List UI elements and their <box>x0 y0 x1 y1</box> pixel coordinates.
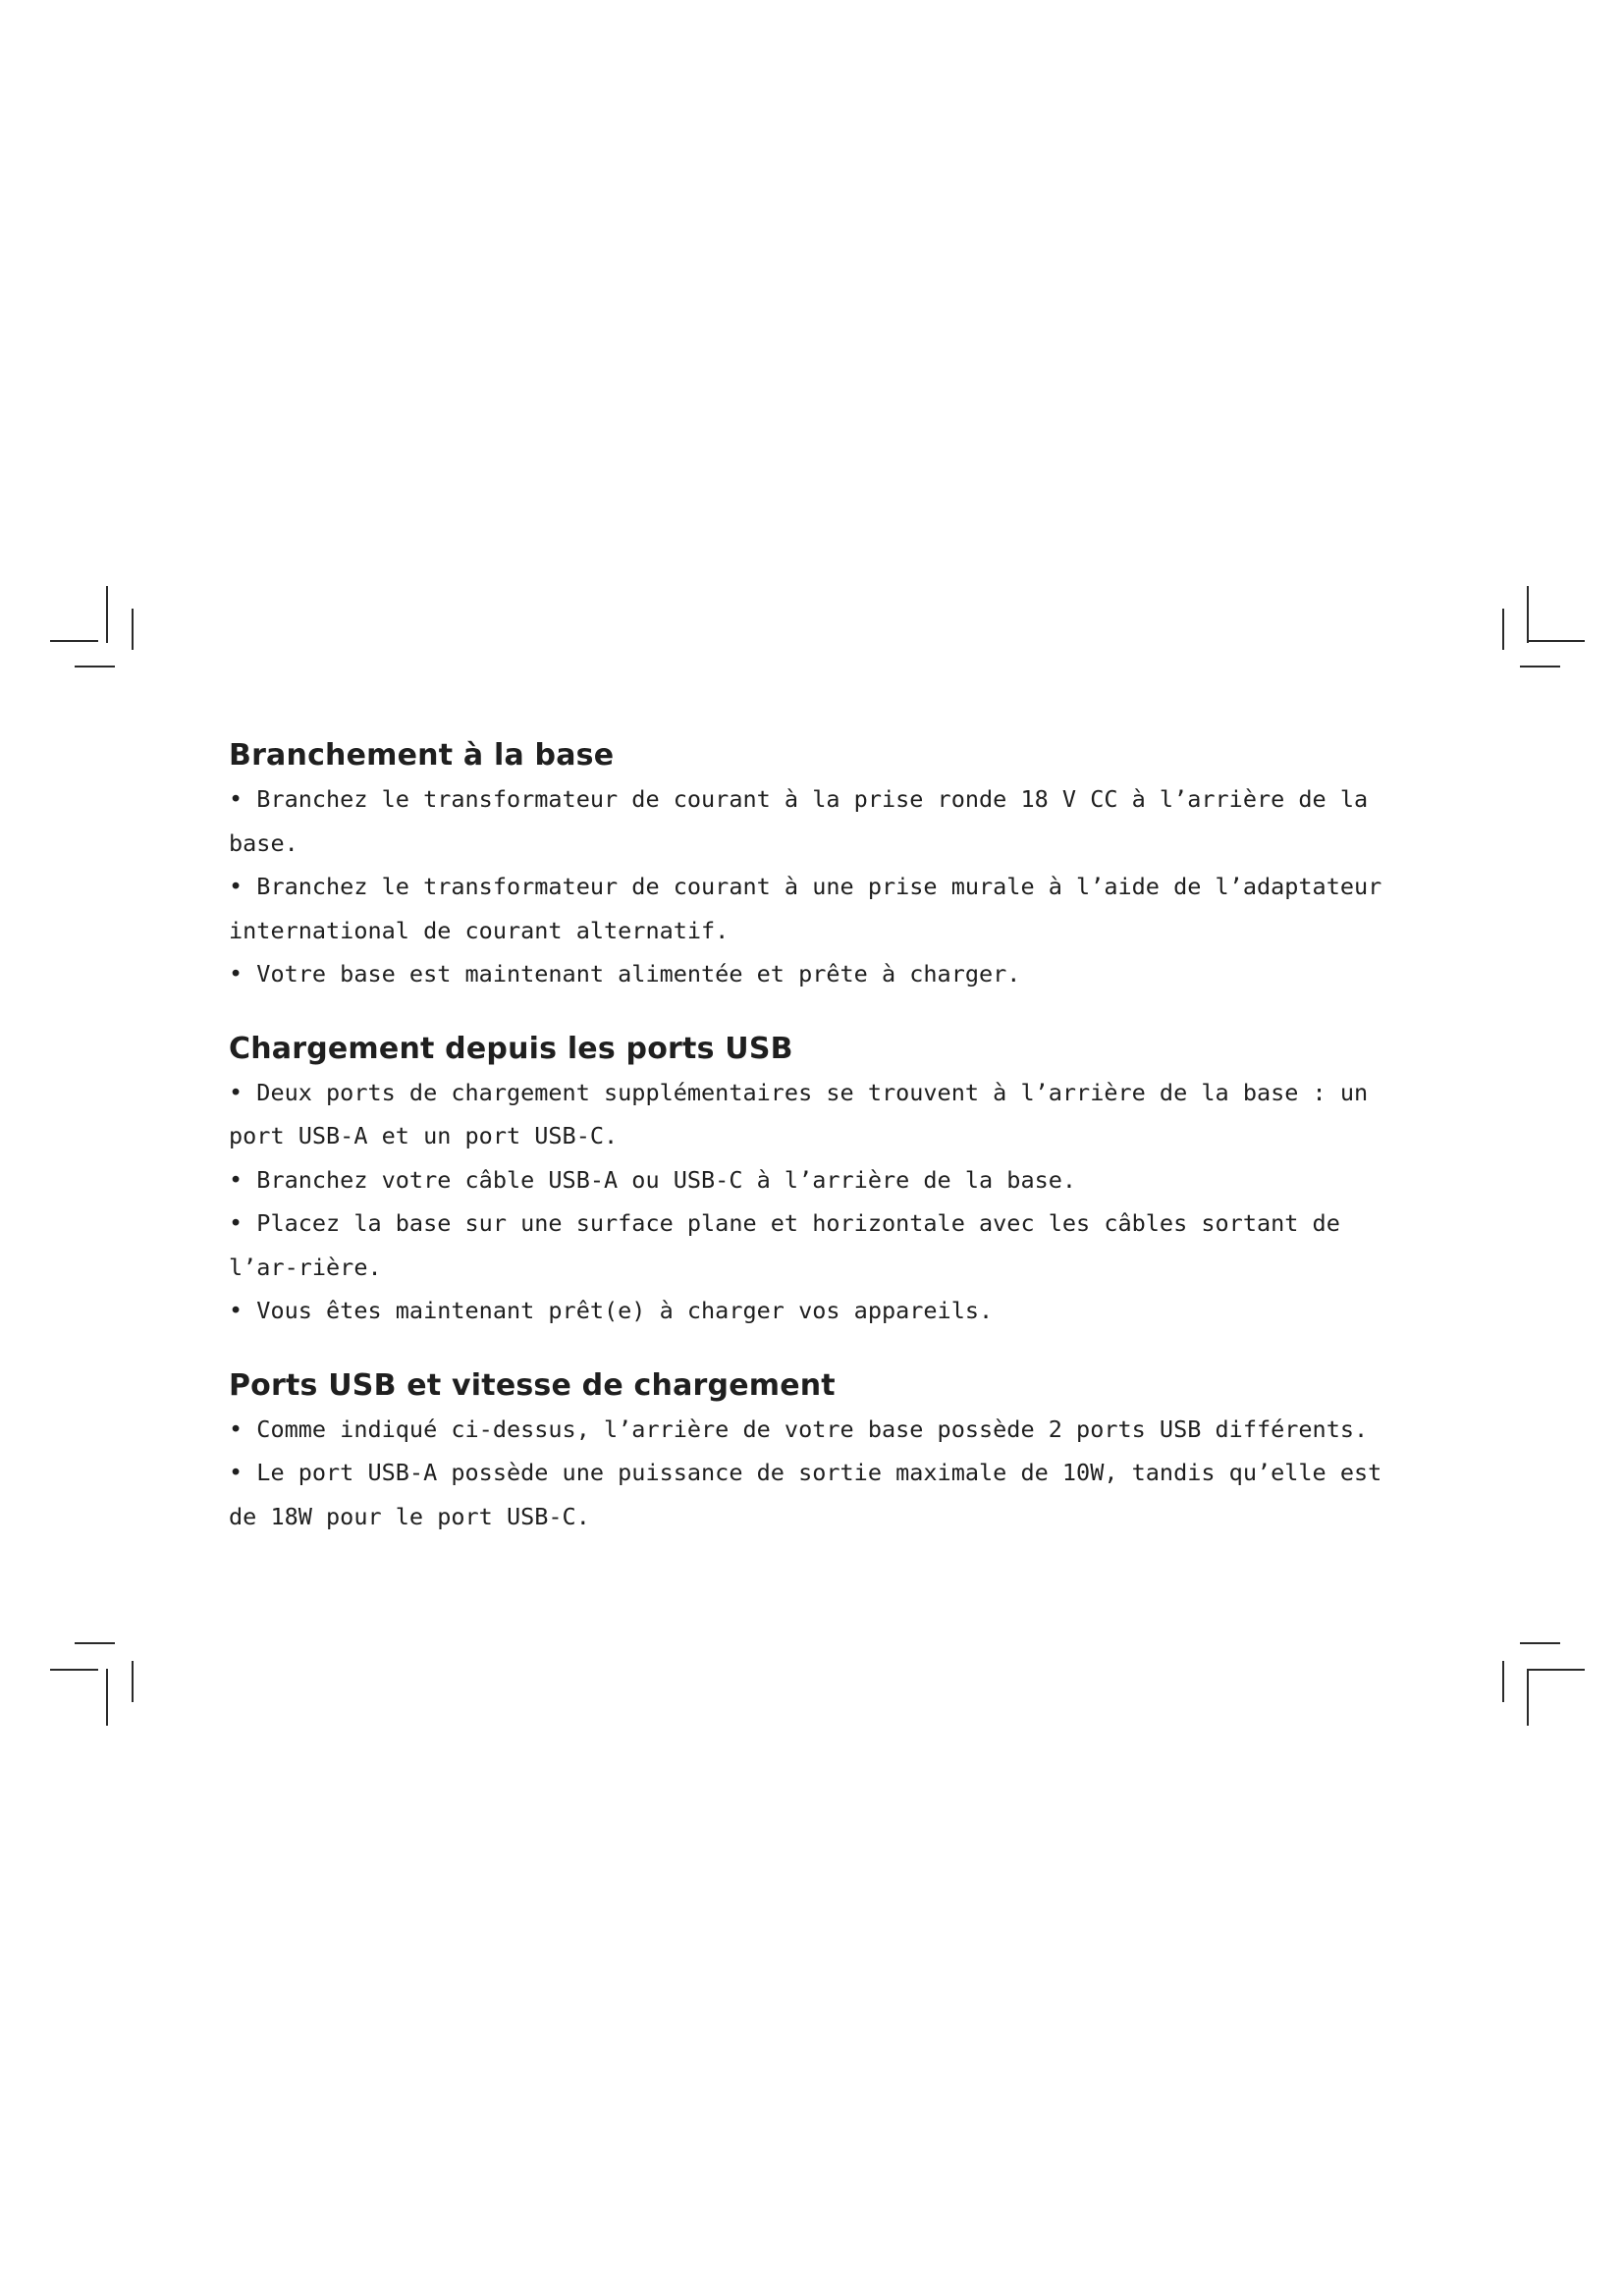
bullet-item: • Votre base est maintenant alimentée et prête à charger. <box>229 960 1021 988</box>
bullet-item: • Branchez le transformateur de courant à une prise murale à l’aide de l’adaptateur international de courant alternatif. <box>229 873 1382 944</box>
section-ports-vitesse <box>229 1366 1407 1539</box>
crop-mark-top-right-v1 <box>1527 586 1529 643</box>
crop-mark-top-left-v2 <box>132 609 134 650</box>
section-chargement-usb <box>229 1030 1407 1333</box>
section-branchement <box>229 736 1407 996</box>
section-title: Branchement à la base <box>229 738 615 773</box>
crop-mark-top-left-h2 <box>75 666 115 667</box>
section-title: Ports USB et vitesse de chargement <box>229 1367 836 1403</box>
crop-mark-bottom-right-h1 <box>1520 1642 1560 1644</box>
crop-mark-bottom-left-h2 <box>50 1669 98 1671</box>
crop-mark-bottom-left-v1 <box>106 1669 108 1726</box>
crop-mark-bottom-left-h1 <box>75 1642 115 1644</box>
crop-mark-bottom-left-v2 <box>132 1661 134 1702</box>
crop-mark-top-right-h1 <box>1528 640 1585 642</box>
crop-mark-bottom-right-v2 <box>1502 1661 1504 1702</box>
crop-mark-bottom-right-h2 <box>1528 1669 1585 1671</box>
crop-mark-top-left-v1 <box>106 586 108 643</box>
bullet-item: • Comme indiqué ci-dessus, l’arrière de votre base possède 2 ports USB différents. <box>229 1415 1369 1443</box>
section-title: Chargement depuis les ports USB <box>229 1031 793 1066</box>
document-body <box>229 736 1407 1572</box>
bullet-item: • Vous êtes maintenant prêt(e) à charger vos appareils. <box>229 1297 994 1324</box>
crop-mark-top-left-h1 <box>50 640 98 642</box>
crop-mark-bottom-right-v1 <box>1527 1669 1529 1726</box>
bullet-item: • Le port USB-A possède une puissance de sortie maximale de 10W, tandis qu’elle est de 18W pour le port USB-C. <box>229 1459 1382 1530</box>
bullet-item: • Branchez le transformateur de courant à la prise ronde 18 V CC à l’arrière de la base. <box>229 785 1369 857</box>
bullet-item: • Placez la base sur une surface plane et horizontale avec les câbles sortant de l’ar-rière. <box>229 1209 1340 1281</box>
crop-mark-top-right-v2 <box>1502 609 1504 650</box>
bullet-item: • Branchez votre câble USB-A ou USB-C à l’arrière de la base. <box>229 1165 1077 1194</box>
bullet-item: • Deux ports de chargement supplémentaires se trouvent à l’arrière de la base : un port USB-A et un port USB-C. <box>229 1078 1369 1149</box>
crop-mark-top-right-h2 <box>1520 666 1560 667</box>
